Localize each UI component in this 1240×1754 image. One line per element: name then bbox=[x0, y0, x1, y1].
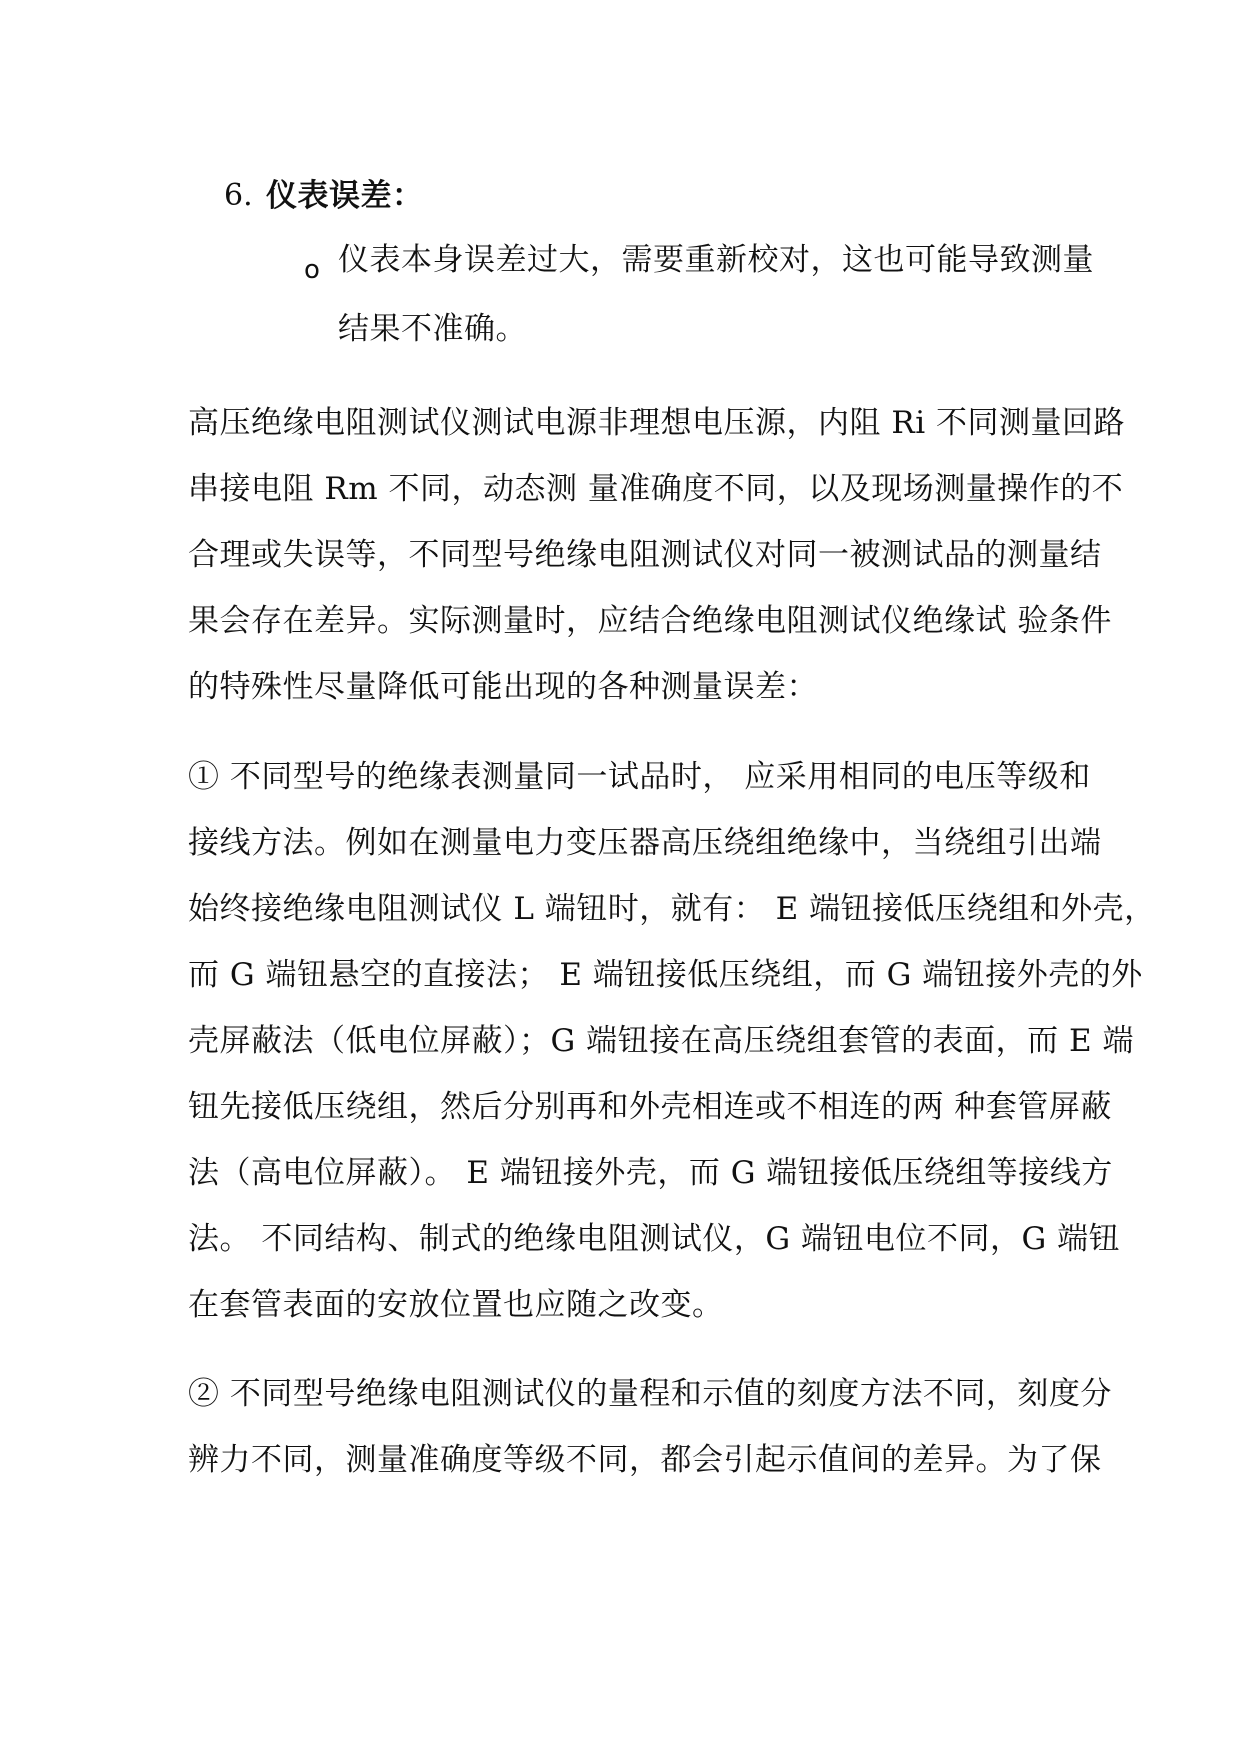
section-title: 仪表误差： bbox=[266, 178, 424, 214]
paragraph2-line: 而 G 端钮悬空的直接法； E 端钮接低压绕组，而 G 端钮接外壳的外 bbox=[188, 957, 1143, 993]
paragraph3-line: 辨力不同，测量准确度等级不同，都会引起示值间的差异。为了保 bbox=[188, 1442, 1102, 1478]
paragraph3-line: ② 不同型号绝缘电阻测试仪的量程和示值的刻度方法不同，刻度分 bbox=[188, 1376, 1112, 1412]
paragraph2-line: 始终接绝缘电阻测试仪 L 端钮时，就有： E 端钮接低压绕组和外壳， bbox=[188, 891, 1156, 927]
bullet-marker: o bbox=[304, 255, 320, 285]
paragraph1-line: 合理或失误等，不同型号绝缘电阻测试仪对同一被测试品的测量结 bbox=[188, 537, 1102, 573]
paragraph2-line: 在套管表面的安放位置也应随之改变。 bbox=[188, 1287, 724, 1323]
paragraph1-line: 果会存在差异。实际测量时，应结合绝缘电阻测试仪绝缘试 验条件 bbox=[188, 603, 1112, 639]
paragraph2-line: ① 不同型号的绝缘表测量同一试品时， 应采用相同的电压等级和 bbox=[188, 759, 1091, 795]
paragraph2-line: 法（高电位屏蔽）。 E 端钮接外壳，而 G 端钮接低压绕组等接线方 bbox=[188, 1155, 1113, 1191]
section-number: 6. bbox=[224, 178, 253, 213]
bullet-line: 结果不准确。 bbox=[338, 311, 527, 347]
paragraph1-line: 高压绝缘电阻测试仪测试电源非理想电压源，内阻 Ri 不同测量回路 bbox=[188, 405, 1125, 441]
paragraph2-line: 钮先接低压绕组，然后分别再和外壳相连或不相连的两 种套管屏蔽 bbox=[188, 1089, 1112, 1125]
paragraph2-line: 接线方法。例如在测量电力变压器高压绕组绝缘中，当绕组引出端 bbox=[188, 825, 1102, 861]
paragraph1-line: 的特殊性尽量降低可能出现的各种测量误差： bbox=[188, 669, 818, 705]
paragraph2-line: 法。 不同结构、制式的绝缘电阻测试仪，G 端钮电位不同，G 端钮 bbox=[188, 1221, 1121, 1257]
paragraph1-line: 串接电阻 Rm 不同，动态测 量准确度不同，以及现场测量操作的不 bbox=[188, 471, 1124, 507]
bullet-line: 仪表本身误差过大，需要重新校对，这也可能导致测量 bbox=[338, 242, 1094, 278]
paragraph2-line: 壳屏蔽法（低电位屏蔽）；G 端钮接在高压绕组套管的表面，而 E 端 bbox=[188, 1023, 1134, 1059]
